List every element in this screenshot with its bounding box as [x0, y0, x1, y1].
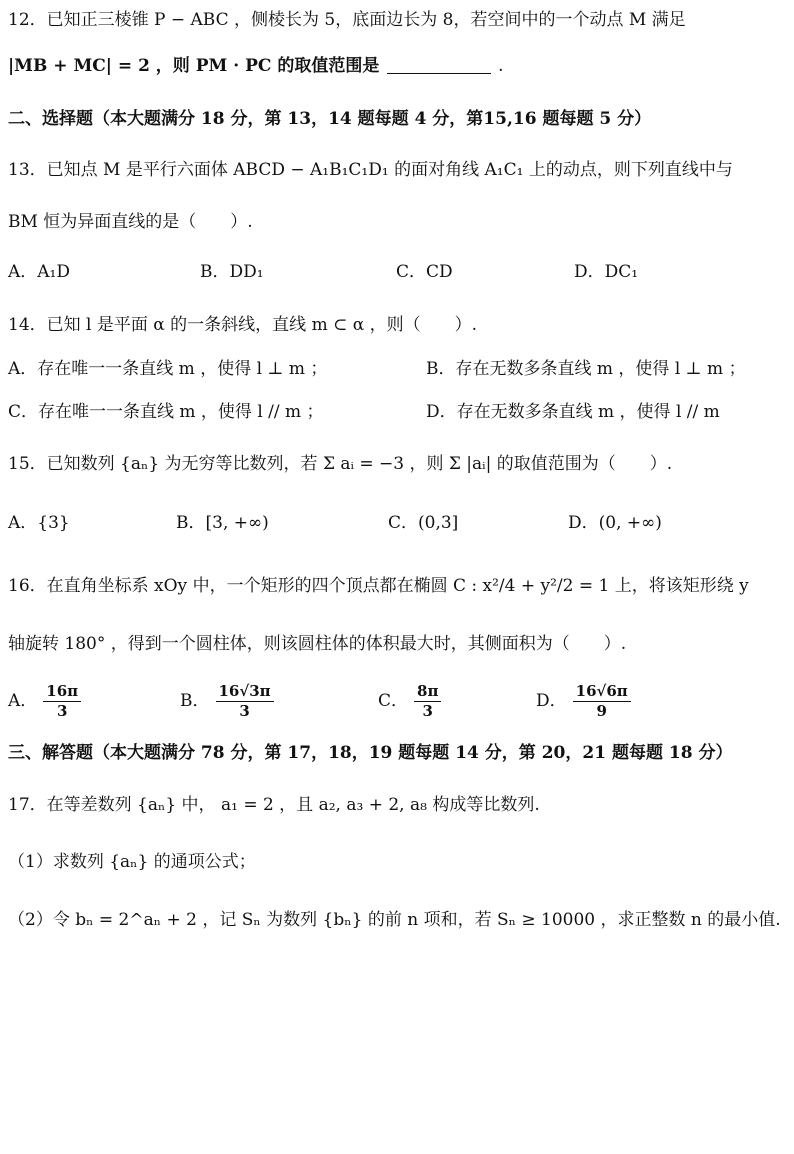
q12-period: . — [498, 56, 504, 76]
q16-option-a-numerator: 16π — [43, 683, 81, 702]
section-3-header: 三、解答题（本大题满分 78 分，第 17，18，19 题每题 14 分，第 20，21 题每题 18 分） — [8, 743, 733, 763]
section-2-header: 二、选择题（本大题满分 18 分，第 13，14 题每题 4 分，第15,16 题每题 5 分） — [8, 109, 652, 129]
q16-option-b-denominator: 3 — [239, 702, 250, 720]
q16-option-d-fraction — [573, 683, 631, 720]
q12-answer-blank — [387, 55, 491, 74]
q14-option-b: B．存在无数多条直线 m ，使得 l ⊥ m ； — [426, 359, 746, 379]
q13-option-b: B．DD₁ — [200, 262, 264, 282]
q16-option-c-numerator: 8π — [414, 683, 441, 702]
q16-option-b-numerator: 16√3π — [216, 683, 274, 702]
q12-line2 — [8, 54, 788, 78]
q16-option-c-fraction — [414, 683, 441, 720]
q13-line1: 13．已知点 M 是平行六面体 ABCD − A₁B₁C₁D₁ 的面对角线 A₁C₁ 上的动点，则下列直线中与 — [8, 160, 733, 180]
q16-option-a-fraction — [43, 683, 81, 720]
q14-option-a: A．存在唯一一条直线 m ，使得 l ⊥ m ； — [8, 359, 328, 379]
q16-option-a — [8, 683, 81, 720]
q16-option-c-denominator: 3 — [422, 702, 433, 720]
q15-option-c: C．(0,3] — [388, 513, 459, 533]
q16-option-a-denominator: 3 — [56, 702, 68, 720]
q16-option-d-denominator: 9 — [596, 702, 607, 720]
q16-option-a-letter: A． — [8, 691, 38, 711]
q16-line1: 16．在直角坐标系 xOy 中，一个矩形的四个顶点都在椭圆 C : x²/4 + y²/2 = 1 上，将该矩形绕 y — [8, 576, 749, 596]
q13-option-c: C．CD — [396, 262, 453, 282]
q17-stem: 17．在等差数列 {aₙ} 中， a₁ = 2 ，且 a₂, a₃ + 2, a₈ 构成等比数列. — [8, 795, 540, 815]
q16-option-b-fraction — [216, 683, 274, 720]
q17-part1: （1）求数列 {aₙ} 的通项公式； — [8, 852, 256, 872]
q14-option-d: D．存在无数多条直线 m ，使得 l // m — [426, 402, 720, 422]
q15-option-b: B．[3, +∞) — [176, 513, 269, 533]
q16-option-b — [180, 683, 274, 720]
q13-line2: BM 恒为异面直线的是（ ）. — [8, 212, 253, 232]
q16-line2: 轴旋转 180° ，得到一个圆柱体，则该圆柱体的体积最大时，其侧面积为（ ）. — [8, 634, 627, 654]
q16-option-d-numerator: 16√6π — [573, 683, 631, 702]
q16-option-b-letter: B． — [180, 691, 210, 711]
q16-option-c — [378, 683, 441, 720]
q12-line1: 12．已知正三棱锥 P − ABC ，侧棱长为 5，底面边长为 8，若空间中的一个动点 M 满足 — [8, 10, 686, 30]
q13-option-a: A．A₁D — [8, 262, 70, 282]
q15-option-d: D．(0, +∞) — [568, 513, 662, 533]
q14-stem: 14．已知 l 是平面 α 的一条斜线，直线 m ⊂ α ，则（ ）. — [8, 315, 478, 335]
q15-option-a: A．{3} — [8, 513, 70, 533]
q12-condition: |MB + MC| = 2 ，则 PM · PC 的取值范围是 — [8, 56, 380, 76]
q16-option-c-letter: C． — [378, 691, 409, 711]
q16-option-d-letter: D． — [536, 691, 567, 711]
q17-part2: （2）令 bₙ = 2^aₙ + 2 ，记 Sₙ 为数列 {bₙ} 的前 n 项和，若 Sₙ ≥ 10000 ，求正整数 n 的最小值. — [8, 910, 781, 930]
q16-option-d — [536, 683, 631, 720]
q13-option-d: D．DC₁ — [574, 262, 639, 282]
q14-option-c: C．存在唯一一条直线 m ，使得 l // m ； — [8, 402, 324, 422]
q15-stem: 15．已知数列 {aₙ} 为无穷等比数列，若 Σ aᵢ = −3 ，则 Σ |aᵢ| 的取值范围为（ ）. — [8, 454, 673, 474]
